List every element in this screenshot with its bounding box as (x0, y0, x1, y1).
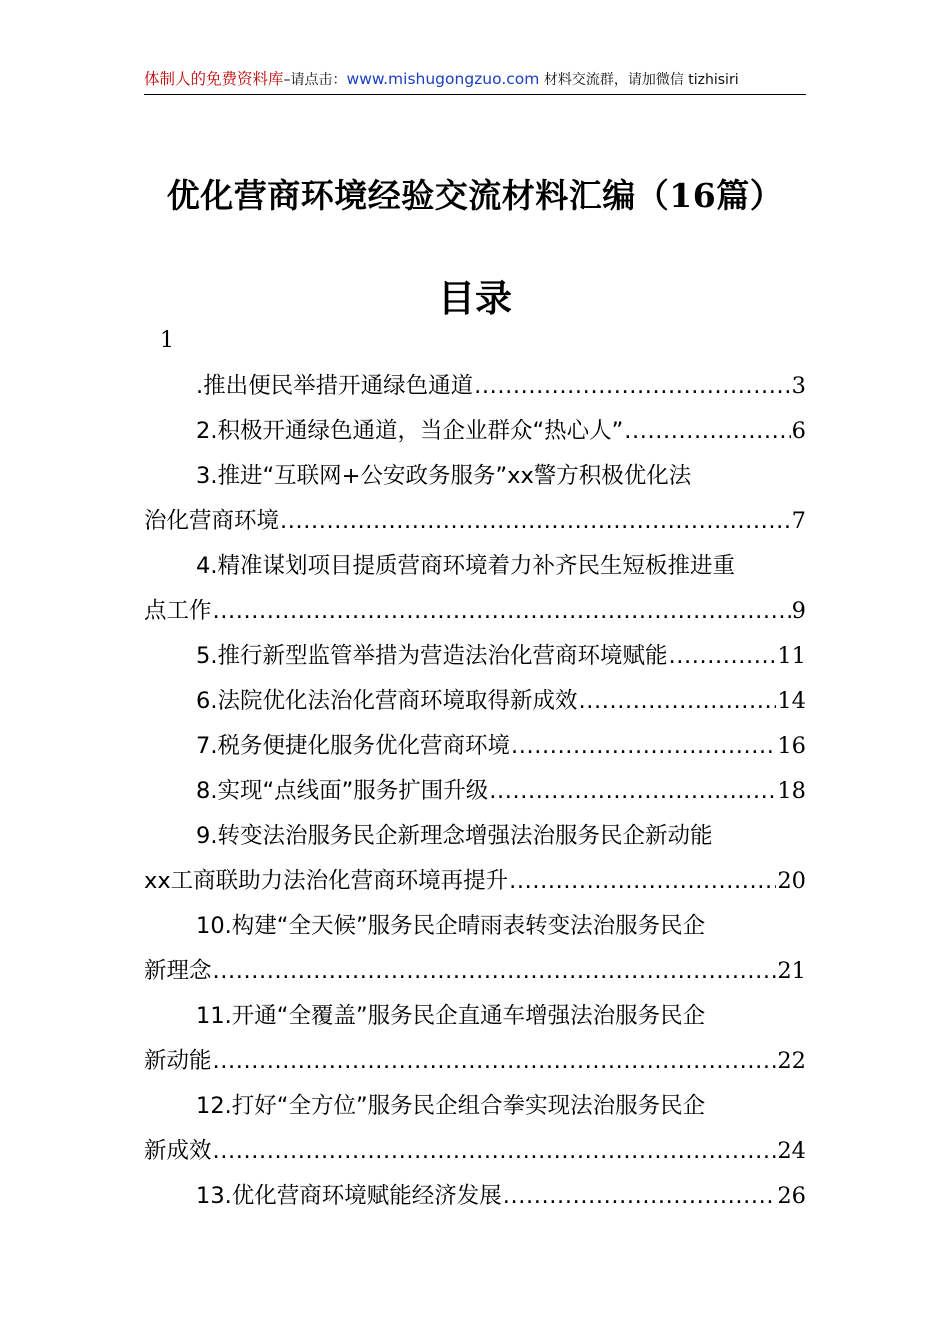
header-link[interactable]: www.mishugongzuo.com (346, 70, 540, 88)
toc-page-number: 6 (791, 418, 806, 444)
toc-entry-title-continued: 新成效 (144, 1138, 212, 1164)
toc-entry[interactable] (144, 1174, 806, 1219)
toc-entry[interactable] (144, 454, 806, 544)
toc-leader-dots (213, 589, 791, 634)
toc-entry-title: 9.转变法治服务民企新理念增强法治服务民企新动能 (196, 823, 713, 849)
toc-entry[interactable] (144, 994, 806, 1084)
toc-leader-dots (280, 499, 791, 544)
toc-entry[interactable] (144, 679, 806, 724)
toc-entry-title: .推出便民举措开通绿色通道 (196, 373, 474, 399)
toc-entry-title: 5.推行新型监管举措为营造法治化营商环境赋能 (196, 643, 668, 669)
page-header (144, 62, 806, 95)
toc-leader-dots (474, 364, 791, 409)
toc-entry-title-continued: 点工作 (144, 598, 212, 624)
toc-page-number: 20 (777, 868, 806, 894)
toc-page-number: 14 (777, 688, 806, 714)
header-suffix: 材料交流群，请加微信 tizhisiri (539, 72, 739, 88)
toc-entry-title-continued: 新动能 (144, 1048, 212, 1074)
toc-entry-title: 3.推进“互联网+公安政务服务”xx警方积极优化法 (196, 463, 692, 489)
toc-page-number: 3 (791, 373, 806, 399)
toc-entry-title: 13.优化营商环境赋能经济发展 (196, 1183, 502, 1209)
toc-leader-dots (489, 769, 776, 814)
toc-heading: 目录 (438, 276, 512, 320)
toc-entry-title: 8.实现“点线面”服务扩围升级 (196, 778, 489, 804)
toc-leader-dots (503, 1174, 777, 1219)
toc-page-number: 9 (791, 598, 806, 624)
toc-entry-title-continued: 新理念 (144, 958, 212, 984)
toc-entry[interactable] (144, 364, 806, 409)
toc-page-number: 24 (777, 1138, 806, 1164)
toc-page-number: 26 (777, 1183, 806, 1209)
toc-leader-dots (509, 859, 776, 904)
toc-entry-title: 12.打好“全方位”服务民企组合拳实现法治服务民企 (196, 1093, 706, 1119)
document-title: 优化营商环境经验交流材料汇编（16篇） (166, 176, 784, 215)
toc-leader-dots (511, 724, 776, 769)
header-prompt: –请点击： (283, 72, 347, 88)
toc-entry[interactable] (144, 814, 806, 904)
toc-entry[interactable] (144, 724, 806, 769)
toc-entry[interactable] (144, 409, 806, 454)
toc-entry-title: 6.法院优化法治化营商环境取得新成效 (196, 688, 578, 714)
toc-entry-title: 11.开通“全覆盖”服务民企直通车增强法治服务民企 (196, 1003, 706, 1029)
toc-entry[interactable] (144, 904, 806, 994)
toc-leader-dots (578, 679, 776, 724)
toc-leader-dots (668, 634, 776, 679)
toc-page-number: 21 (777, 958, 806, 984)
toc-leader-dots (624, 409, 790, 454)
toc-entry-title-continued: xx工商联助力法治化营商环境再提升 (144, 868, 509, 894)
toc-entry[interactable] (144, 769, 806, 814)
toc-entry-title: 2.积极开通绿色通道，当企业群众“热心人” (196, 418, 624, 444)
toc-leader-dots (213, 1039, 777, 1084)
toc-leader-dots (213, 949, 777, 994)
toc-page-number: 11 (777, 643, 806, 669)
toc-entry-title: 10.构建“全天候”服务民企晴雨表转变法治服务民企 (196, 913, 706, 939)
toc-entry[interactable] (144, 1084, 806, 1174)
toc-page-number: 18 (777, 778, 806, 804)
header-brand: 体制人的免费资料库 (144, 70, 284, 88)
toc-entry[interactable] (144, 544, 806, 634)
toc-entry-title: 4.精准谋划项目提质营商环境着力补齐民生短板推进重 (196, 553, 735, 579)
toc-page-number: 7 (791, 508, 806, 534)
toc-leader-dots (213, 1129, 777, 1174)
toc-entry[interactable] (144, 634, 806, 679)
stray-number: 1 (160, 328, 174, 353)
toc-page-number: 22 (777, 1048, 806, 1074)
toc-entry-title-continued: 治化营商环境 (144, 508, 280, 534)
toc-page-number: 16 (777, 733, 806, 759)
table-of-contents (144, 364, 806, 1219)
toc-entry-title: 7.税务便捷化服务优化营商环境 (196, 733, 510, 759)
